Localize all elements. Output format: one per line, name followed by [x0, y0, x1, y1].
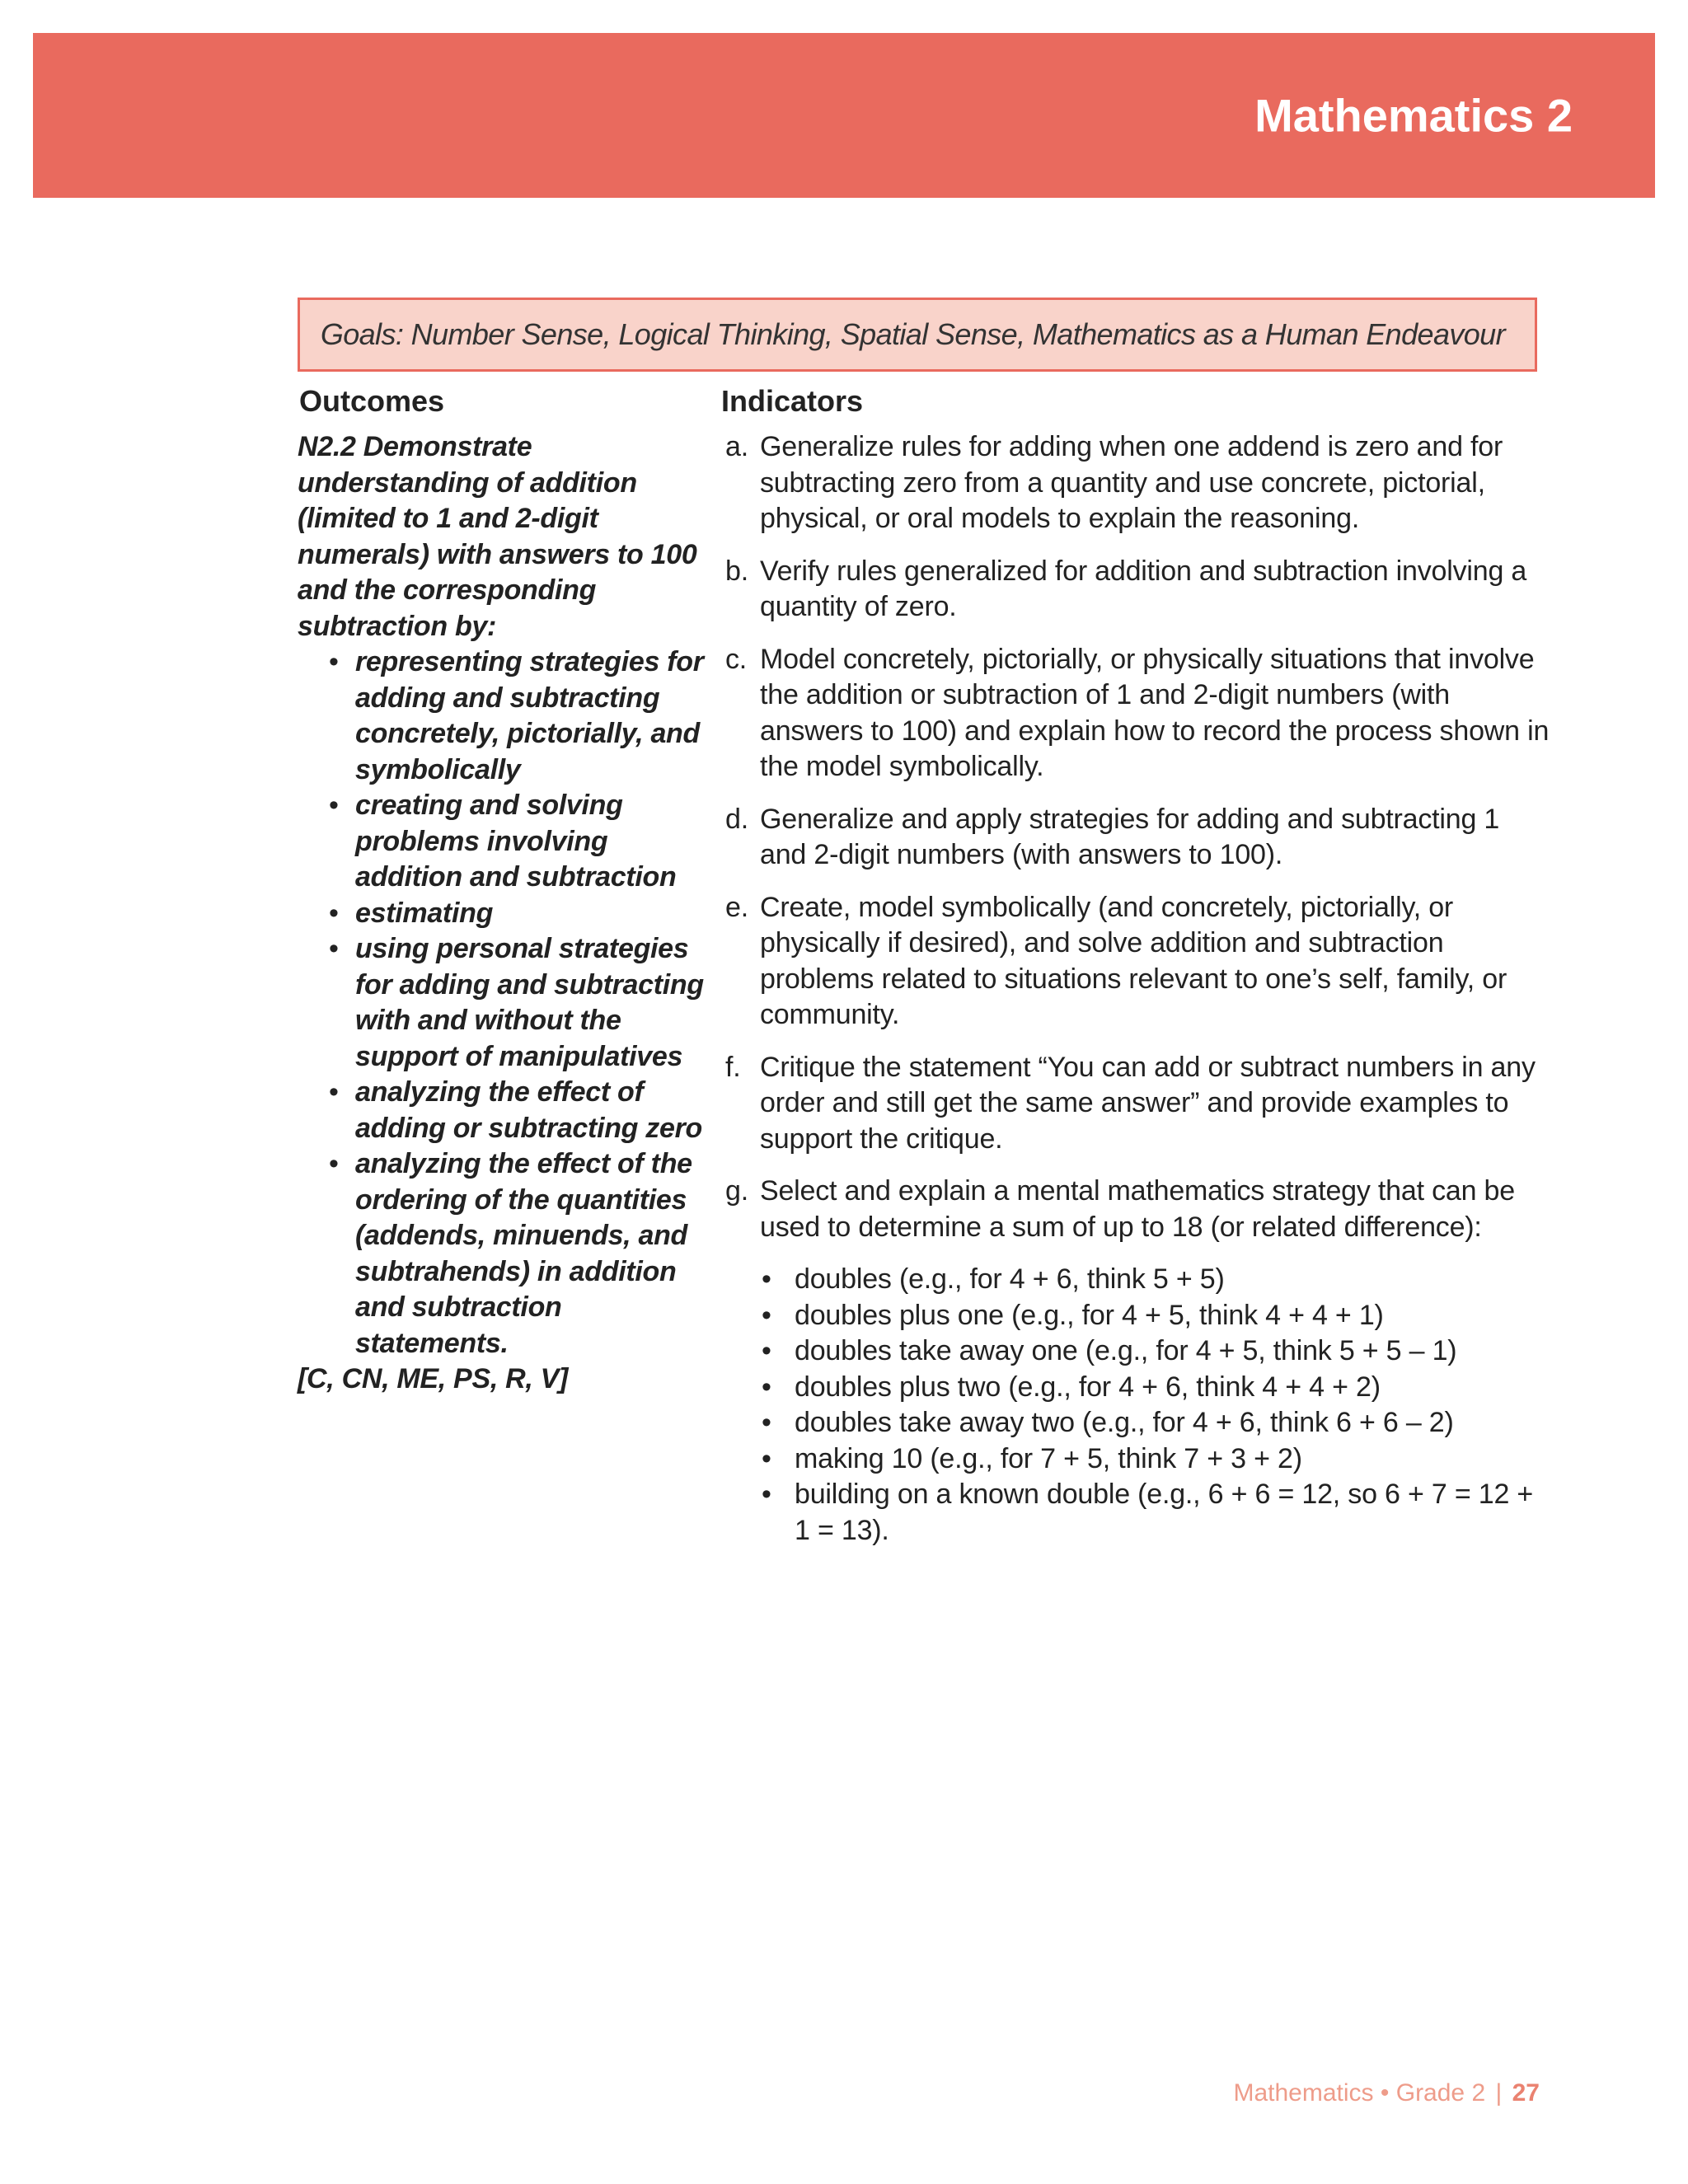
indicator-d — [725, 802, 1550, 874]
bullet-icon: • — [762, 1335, 771, 1366]
indicator-text: Model concretely, pictorially, or physically situations that involve the addition or subtraction of 1 and 2-digit numbers (with answers to 100) and explain how to record the process shown in the model symbolically. — [760, 643, 1550, 782]
indicator-b — [725, 554, 1550, 626]
indicator-text: Select and explain a mental mathematics strategy that can be used to determine a sum of up to 18 (or related difference): — [760, 1175, 1515, 1243]
indicator-letter: c. — [725, 643, 748, 675]
outcome-column — [298, 429, 706, 1398]
bullet-icon: • — [762, 1407, 771, 1438]
bullet-icon: • — [329, 790, 339, 821]
strategy-text: doubles plus one (e.g., for 4 + 5, think 4 + 4 + 1) — [795, 1299, 1384, 1331]
indicator-text: Create, model symbolically (and concretely, pictorially, or physically if desired), and solve addition and subtraction problems related to situations relevant to one’s self, family, or community. — [760, 891, 1507, 1030]
indicator-g — [725, 1174, 1550, 1549]
indicator-letter: e. — [725, 891, 748, 923]
list-item — [760, 1370, 1550, 1406]
outcome-bullet-list — [298, 644, 706, 1361]
bullet-icon: • — [329, 897, 339, 929]
strategy-text: doubles plus two (e.g., for 4 + 6, think 4 + 4 + 2) — [795, 1371, 1381, 1403]
strategy-text: building on a known double (e.g., 6 + 6 = 12, so 6 + 7 = 12 + 1 = 13). — [795, 1479, 1534, 1546]
indicator-letter: f. — [725, 1051, 741, 1083]
outcome-bullet-text: creating and solving problems involving addition and subtraction — [355, 790, 677, 893]
outcome-bullet-text: analyzing the effect of the ordering of the quantities (addends, minuends, and subtrahends) in addition and subtraction statements. — [355, 1148, 692, 1359]
page-title: Mathematics 2 — [1254, 89, 1573, 142]
list-item — [298, 1075, 706, 1146]
list-item — [760, 1298, 1550, 1334]
bullet-icon: • — [329, 1148, 339, 1179]
bullet-icon: • — [329, 933, 339, 964]
footer-grade: Grade 2 — [1395, 2079, 1486, 2107]
goals-box — [298, 298, 1537, 372]
list-item — [298, 931, 706, 1075]
outcome-bullet-text: estimating — [355, 897, 494, 929]
list-item — [298, 788, 706, 896]
outcome-text: Demonstrate understanding of addition (limited to 1 and 2-digit numerals) with answers to 100 and the corresponding subtraction by: — [298, 431, 697, 642]
indicator-f — [725, 1050, 1550, 1158]
indicator-list — [725, 429, 1550, 1565]
bullet-icon: • — [329, 646, 339, 677]
strategy-text: doubles take away two (e.g., for 4 + 6, think 6 + 6 – 2) — [795, 1407, 1454, 1438]
outcome-footnote: [C, CN, ME, PS, R, V] — [298, 1363, 569, 1394]
page-number: 27 — [1512, 2079, 1540, 2107]
outcome-statement — [298, 429, 706, 644]
list-item — [760, 1333, 1550, 1370]
outcome-code: N2.2 — [298, 431, 356, 462]
bullet-icon: • — [762, 1299, 771, 1331]
outcome-bullet-text: using personal strategies for adding and subtracting with and without the support of manipulatives — [355, 933, 704, 1072]
indicator-text: Generalize and apply strategies for adding and subtracting 1 and 2-digit numbers (with answers to 100). — [760, 803, 1500, 870]
indicator-letter: d. — [725, 803, 748, 835]
indicator-c — [725, 642, 1550, 785]
indicator-a — [725, 429, 1550, 537]
indicators-heading: Indicators — [721, 384, 864, 418]
strategy-text: making 10 (e.g., for 7 + 5, think 7 + 3 + 2) — [795, 1442, 1302, 1474]
goals-text: Goals: Number Sense, Logical Thinking, Spatial Sense, Mathematics as a Human Endeavour — [320, 317, 1505, 351]
list-item — [298, 644, 706, 788]
bullet-icon: • — [762, 1442, 771, 1474]
footer-separator: | — [1495, 2079, 1503, 2107]
list-item — [298, 1146, 706, 1361]
indicator-letter: g. — [725, 1175, 748, 1207]
page-footer — [1233, 2079, 1540, 2107]
footer-bullet: • — [1380, 2079, 1390, 2107]
outcome-bullet-text: representing strategies for adding and subtracting concretely, pictorially, and symbolically — [355, 646, 704, 785]
bullet-icon: • — [762, 1263, 771, 1295]
indicator-text: Critique the statement “You can add or subtract numbers in any order and still get the same answer” and provide examples to support the critique. — [760, 1051, 1536, 1155]
bullet-icon: • — [329, 1076, 339, 1108]
bullet-icon: • — [762, 1479, 771, 1510]
footer-subject: Mathematics — [1233, 2079, 1374, 2107]
indicator-letter: b. — [725, 555, 748, 587]
list-item — [760, 1405, 1550, 1441]
indicator-letter: a. — [725, 431, 748, 462]
strategy-text: doubles (e.g., for 4 + 6, think 5 + 5) — [795, 1263, 1225, 1295]
list-item — [298, 896, 706, 932]
indicator-text: Verify rules generalized for addition and subtraction involving a quantity of zero. — [760, 555, 1527, 622]
indicator-text: Generalize rules for adding when one addend is zero and for subtracting zero from a quantity and use concrete, pictorial, physical, or oral models to explain the reasoning. — [760, 431, 1503, 534]
list-item — [760, 1441, 1550, 1478]
outcome-bullet-text: analyzing the effect of adding or subtracting zero — [355, 1076, 703, 1144]
strategy-text: doubles take away one (e.g., for 4 + 5, think 5 + 5 – 1) — [795, 1335, 1457, 1366]
outcomes-heading: Outcomes — [299, 384, 445, 418]
indicator-e — [725, 890, 1550, 1033]
strategy-list — [760, 1262, 1550, 1549]
bullet-icon: • — [762, 1371, 771, 1403]
list-item — [760, 1477, 1550, 1549]
list-item — [760, 1262, 1550, 1298]
